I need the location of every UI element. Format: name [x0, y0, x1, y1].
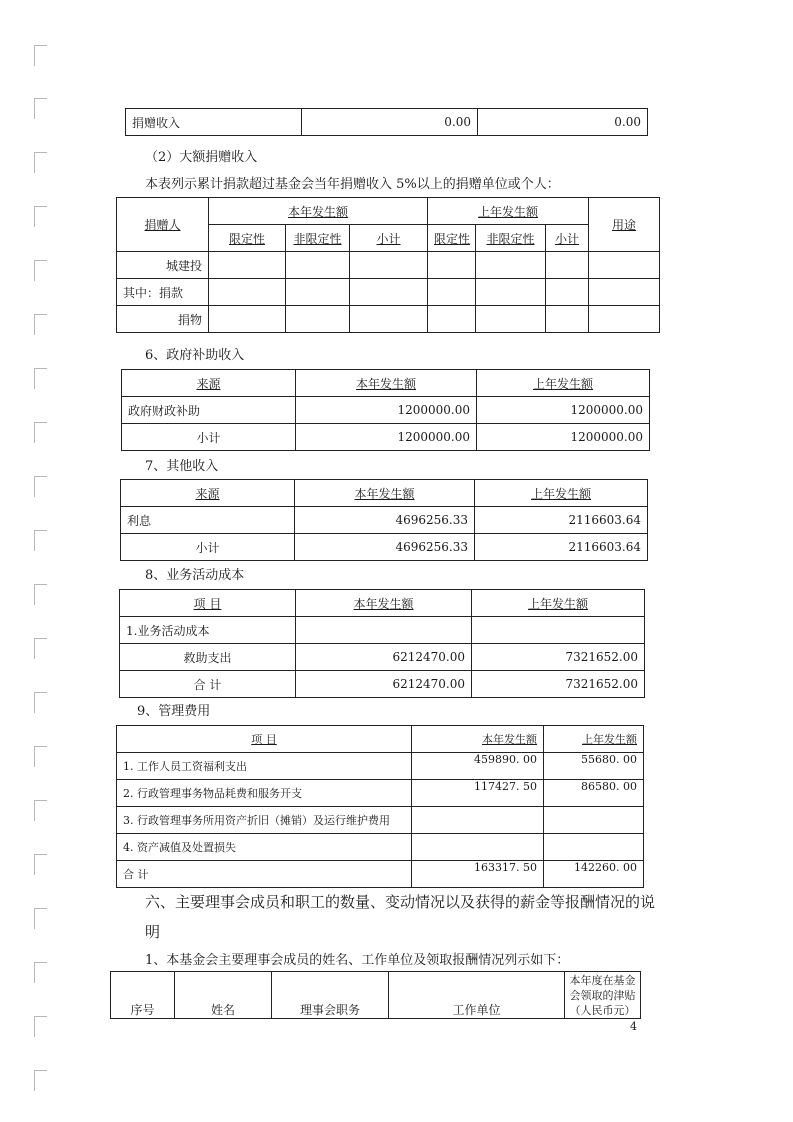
- table-row: [117, 306, 660, 333]
- binder-mark: [34, 854, 47, 875]
- binder-mark: [34, 962, 47, 983]
- table-header: 本年发生额: [296, 370, 477, 397]
- binder-mark: [34, 800, 47, 821]
- table-row: [117, 807, 644, 834]
- table-header: 工作单位: [389, 972, 565, 1019]
- table-cell: 利息: [121, 507, 295, 534]
- table-cell: 55680. 00: [544, 753, 644, 780]
- table-cell: 0.00: [478, 109, 648, 136]
- binder-mark: [34, 908, 47, 929]
- table-header: 小计: [546, 225, 589, 252]
- section-heading: 7、其他收入: [145, 459, 219, 474]
- other-income-table: [120, 479, 648, 561]
- section-heading: 6、政府补助收入: [145, 348, 245, 363]
- table-row: [120, 617, 645, 644]
- table-header: 本年发生额: [412, 726, 544, 753]
- table-cell: 1200000.00: [296, 397, 477, 424]
- table-header: 本年发生额: [296, 590, 472, 617]
- table-row: [122, 424, 650, 451]
- table-cell: 其中：捐款: [117, 279, 209, 306]
- table-cell: 142260. 00: [544, 861, 644, 888]
- table-cell: 合 计: [117, 861, 412, 888]
- table-cell: 6212470.00: [296, 671, 472, 698]
- table-cell: 7321652.00: [472, 671, 645, 698]
- table-row: [117, 834, 644, 861]
- table-header: 来源: [121, 480, 295, 507]
- section-title: 六、主要理事会成员和职工的数量、变动情况以及获得的薪金等报酬情况的说明: [145, 893, 656, 941]
- table-row: [121, 480, 648, 507]
- table-cell: 政府财政补助: [122, 397, 296, 424]
- table-header: 上年发生额: [544, 726, 644, 753]
- table-row: [120, 644, 645, 671]
- board-members-table: [110, 971, 641, 1019]
- table-cell: 小计: [122, 424, 296, 451]
- table-header: 上年发生额: [472, 590, 645, 617]
- binder-mark: [34, 530, 47, 551]
- large-donation-table: [116, 197, 660, 333]
- table-header: 上年发生额: [477, 370, 650, 397]
- page-number: 4: [630, 1020, 637, 1033]
- table-row: [117, 861, 644, 888]
- table-cell: 4696256.33: [295, 507, 475, 534]
- table-header: 非限定性: [286, 225, 350, 252]
- table-row: [117, 279, 660, 306]
- table-cell: [472, 617, 645, 644]
- table-cell: 86580. 00: [544, 780, 644, 807]
- table-cell: 城建投: [117, 252, 209, 279]
- binder-mark: [34, 692, 47, 713]
- admin-expense-table: [116, 725, 644, 888]
- table-header: 序号: [111, 972, 175, 1019]
- binder-mark: [34, 638, 47, 659]
- table-cell: 0.00: [302, 109, 478, 136]
- section-heading: 8、业务活动成本: [145, 568, 245, 583]
- table-cell: 1200000.00: [477, 397, 650, 424]
- section-heading: （2）大额捐赠收入: [145, 150, 258, 165]
- table-header: 理事会职务: [272, 972, 389, 1019]
- table-header: 限定性: [428, 225, 476, 252]
- table-cell: 捐物: [117, 306, 209, 333]
- table-cell: 合 计: [120, 671, 296, 698]
- section-description: 1、本基金会主要理事会成员的姓名、工作单位及领取报酬情况列示如下：: [145, 953, 570, 968]
- table-cell: 7321652.00: [472, 644, 645, 671]
- table-cell: 2116603.64: [475, 534, 648, 561]
- binder-mark: [34, 206, 47, 227]
- binder-mark: [34, 746, 47, 767]
- table-cell: 1200000.00: [296, 424, 477, 451]
- table-cell: 救助支出: [120, 644, 296, 671]
- table-cell: 1200000.00: [477, 424, 650, 451]
- table-row: [117, 726, 644, 753]
- table-header: 本年发生额: [295, 480, 475, 507]
- table-header: 捐赠人: [117, 198, 209, 252]
- table-header: 姓名: [175, 972, 272, 1019]
- table-row: [121, 507, 648, 534]
- binder-mark: [34, 260, 47, 281]
- table-row: [121, 534, 648, 561]
- table-header: 上年发生额: [428, 198, 589, 225]
- binder-mark: [34, 98, 47, 119]
- table-cell: 4. 资产减值及处置损失: [117, 834, 412, 861]
- table-cell: 小计: [121, 534, 295, 561]
- table-header: 来源: [122, 370, 296, 397]
- table-cell: 捐赠收入: [126, 109, 302, 136]
- table-row: [117, 252, 660, 279]
- table-header: 本年度在基金会领取的津贴（人民币元）: [565, 972, 641, 1019]
- table-header: 小计: [350, 225, 428, 252]
- binder-mark: [34, 476, 47, 497]
- table-cell: 163317. 50: [412, 861, 544, 888]
- activity-cost-table: [119, 589, 645, 698]
- table-cell: 4696256.33: [295, 534, 475, 561]
- table-header: 上年发生额: [475, 480, 648, 507]
- binder-mark: [34, 368, 47, 389]
- gov-subsidy-table: [121, 369, 650, 451]
- table-cell: 6212470.00: [296, 644, 472, 671]
- table-row: [117, 198, 660, 225]
- table-row: [122, 397, 650, 424]
- table-row: [117, 753, 644, 780]
- table-cell: 2116603.64: [475, 507, 648, 534]
- table-row: [120, 671, 645, 698]
- section-description: 本表列示累计捐款超过基金会当年捐赠收入 5%以上的捐赠单位或个人：: [145, 177, 560, 192]
- donation-income-table: [125, 108, 648, 136]
- table-header: 项 目: [117, 726, 412, 753]
- binder-mark: [34, 422, 47, 443]
- table-row: [117, 780, 644, 807]
- binder-mark: [34, 1016, 47, 1037]
- table-cell: 2. 行政管理事务物品耗费和服务开支: [117, 780, 412, 807]
- binder-mark: [34, 314, 47, 335]
- table-row: [111, 972, 641, 1019]
- table-cell: 3. 行政管理事务所用资产折旧（摊销）及运行维护费用: [117, 807, 412, 834]
- table-header: 限定性: [209, 225, 286, 252]
- table-cell: 1. 工作人员工资福利支出: [117, 753, 412, 780]
- binder-mark: [34, 152, 47, 173]
- table-header: 本年发生额: [209, 198, 428, 225]
- table-row: [126, 109, 648, 136]
- table-header: 用途: [589, 198, 660, 252]
- table-header: 非限定性: [476, 225, 546, 252]
- section-heading: 9、管理费用: [137, 704, 211, 719]
- binder-mark: [34, 584, 47, 605]
- table-cell: [296, 617, 472, 644]
- binder-mark: [34, 45, 47, 66]
- binder-mark: [34, 1070, 47, 1091]
- table-header: 项 目: [120, 590, 296, 617]
- table-cell: 1.业务活动成本: [120, 617, 296, 644]
- table-cell: 117427. 50: [412, 780, 544, 807]
- table-row: [122, 370, 650, 397]
- table-cell: 459890. 00: [412, 753, 544, 780]
- table-row: [120, 590, 645, 617]
